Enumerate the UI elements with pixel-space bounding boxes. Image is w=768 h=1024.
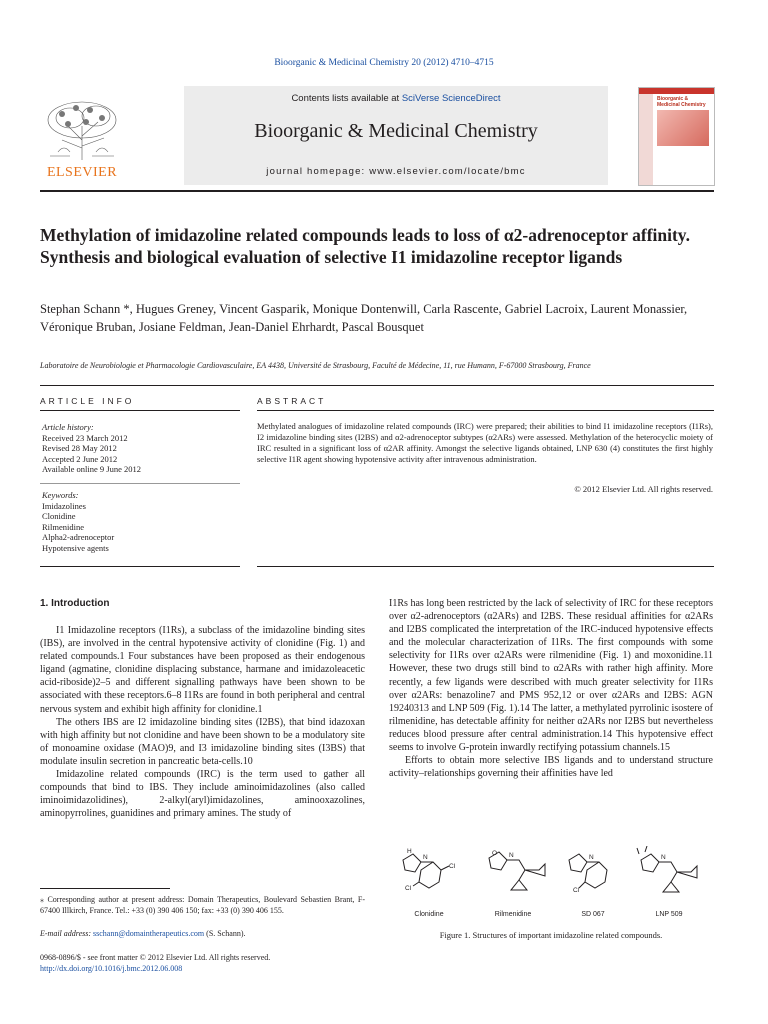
figure-1-structures xyxy=(389,846,713,921)
journal-title: Bioorganic & Medicinal Chemistry xyxy=(254,120,538,142)
molecule-label-sd-067: SD 067 xyxy=(581,911,605,918)
front-matter xyxy=(40,952,270,974)
history-received: Received 23 March 2012 xyxy=(42,432,128,443)
history-divider xyxy=(40,483,240,484)
molecule-label-rilmenidine: Rilmenidine xyxy=(494,911,532,918)
history-label: Article history: xyxy=(42,422,94,432)
paragraph: The others IBS are I2 imidazoline binding sites (I2BS), that bind idazoxan with high affinity but not clonidine and have been shown to be a modulatory site of monoamine oxidase (MAO)9, and I3 imidazoline binding sites (I3BS) that modulate insulin secretion in pancreatic beta-cells.10 xyxy=(40,716,365,767)
atom-label: Cl xyxy=(573,887,580,894)
sd-067-structure xyxy=(569,854,607,888)
email-suffix: (S. Schann). xyxy=(204,929,246,938)
elsevier-wordmark: ELSEVIER xyxy=(46,165,118,178)
keywords xyxy=(42,490,242,553)
abstract-heading: ABSTRACT xyxy=(257,396,327,406)
email-line xyxy=(40,929,365,938)
issn-line: 0968-0896/$ - see front matter © 2012 Elsevier Ltd. All rights reserved. xyxy=(40,953,271,962)
abstract-rule xyxy=(257,410,714,411)
journal-cover-thumbnail[interactable] xyxy=(638,87,715,186)
paragraph: Imidazoline related compounds (IRC) is the term used to gather all compounds that bind to IBS. They include aminoimidazolines (also called iminoimidazolidines), 2-alkyl(aryl)imidazolines, aminooxazolines, aminopyrrolines, guanidines and primary amines. The study of xyxy=(40,769,365,820)
paragraph: I1Rs has long been restricted by the lack of selectivity of IRC for these receptors over α2-adrenoceptors (α2ARs) and I2BS. These residual affinities for α2ARs and I2BS complicated the interpretation of the IRC-induced hypotensive effects and the molecular characterization of I1Rs. The first compounds with some selectivity for I1Rs over α2ARs were rilmenidine (Fig. 1) and moxonidine.11 However, these two drugs still bind to α2ARs with rather high affinity. More recently, a few ligands were described with much greater selectivity for I1Rs over α2ARs: benazoline7 and PMS 952,12 or over α2ARs and I2BS: AGN 19240313 and LNP 509 (Fig. 1).14 The latter, a methylated pyrrolinic isostere of rilmenidine, has detectable affinity for neither α2ARs nor I2BS but nevertheless reduces blood pressure after central administration.14 This hypotensive effect seems to involve G-protein inwardly rectifying potassium channels.15 xyxy=(389,598,713,754)
author-list: Stephan Schann *, Hugues Greney, Vincent Gasparik, Monique Dontenwill, Carla Rascente, Gabriel Lacroix, Laurent Monassier, Véronique Bruban, Josiane Feldman, Jean-Daniel Ehrhardt, Pascal Bousquet xyxy=(40,302,688,334)
email-label: E-mail address: xyxy=(40,929,94,938)
figure-caption: Figure 1. Structures of important imidazoline related compounds. xyxy=(439,930,663,940)
sciencedirect-link[interactable]: SciVerse ScienceDirect xyxy=(401,93,501,104)
history-revised: Revised 28 May 2012 xyxy=(42,443,117,453)
atom-label: N xyxy=(661,854,666,861)
atom-label: N xyxy=(423,854,428,861)
keyword: Clonidine xyxy=(42,511,76,521)
molecule-label-lnp-509: LNP 509 xyxy=(655,911,683,918)
article-info-heading: ARTICLE INFO xyxy=(40,396,135,406)
journal-reference[interactable]: Bioorganic & Medicinal Chemistry 20 (2012) 4710–4715 xyxy=(274,58,494,68)
atom-label: H xyxy=(407,848,412,855)
abstract-text: Methylated analogues of imidazoline related compounds (IRC) were prepared; their abilities to bind I1 imidazoline receptors (I1Rs), I2 imidazoline binding sites (I2BS) and α2-adrenoceptor subtypes (α2ARs) were assessed. Methylation of the heterocyclic moiety of IRC resulted in a significant loss of α2AR affinity. Amongst the selective ligands obtained, LNP 630 (4) constitutes the first highly selective I1R agent showing hypotensive activity after intravenous administration. xyxy=(257,421,713,464)
journal-homepage[interactable]: journal homepage: www.elsevier.com/locate/bmc xyxy=(266,166,526,177)
email-link[interactable]: sschann@domaintherapeutics.com xyxy=(93,929,205,938)
cover-artwork xyxy=(657,110,709,146)
abstract-copyright: © 2012 Elsevier Ltd. All rights reserved. xyxy=(574,484,713,494)
keyword: Alpha2-adrenoceptor xyxy=(42,532,115,542)
atom-label: Cl xyxy=(405,885,412,892)
contents-line xyxy=(184,93,608,104)
footnote-rule xyxy=(40,888,170,889)
doi-link[interactable]: http://dx.doi.org/10.1016/j.bmc.2012.06.008 xyxy=(40,964,183,973)
left-column xyxy=(40,624,365,820)
keyword: Rilmenidine xyxy=(42,521,85,532)
keyword: Imidazolines xyxy=(42,500,86,511)
contents-prefix: Contents lists available at xyxy=(291,93,402,104)
info-bottom-rule xyxy=(40,566,240,567)
right-column xyxy=(389,597,713,780)
keyword: Hypotensive agents xyxy=(42,542,109,553)
info-rule xyxy=(40,410,240,411)
article-title: Methylation of imidazoline related compounds leads to loss of α2-adrenoceptor affinity. Synthesis and biological evaluation of selective I1 imidazoline receptor ligands xyxy=(40,225,690,267)
cover-title: Bioorganic & Medicinal Chemistry xyxy=(657,96,706,108)
molecule-label-clonidine: Clonidine xyxy=(414,911,444,918)
elsevier-tree-logo xyxy=(40,96,124,178)
atom-label: O xyxy=(492,850,498,857)
cover-side-strip xyxy=(639,94,653,185)
history-online: Available online 9 June 2012 xyxy=(42,464,141,474)
section-heading-introduction: 1. Introduction xyxy=(40,598,110,609)
header-rule xyxy=(40,190,714,192)
keywords-label: Keywords: xyxy=(42,490,79,500)
atom-label: N xyxy=(589,854,594,861)
title-rule xyxy=(40,385,714,386)
lnp-509-structure xyxy=(637,846,697,892)
rilmenidine-structure xyxy=(489,852,545,890)
history-accepted: Accepted 2 June 2012 xyxy=(42,453,118,464)
corresponding-author-note: ⁎ Corresponding author at present address: Domain Therapeutics, Boulevard Sebastien Brant, F-67400 Illkirch, France. Tel.: +33 (0) 390 406 150; fax: +33 (0) 390 406 155. xyxy=(40,895,365,915)
paragraph: Efforts to obtain more selective IBS ligands and to understand structure activity–relationships governing their affinities have led xyxy=(389,755,713,780)
article-history xyxy=(42,422,242,475)
atom-label: N xyxy=(509,852,514,859)
affiliation: Laboratoire de Neurobiologie et Pharmacologie Cardiovasculaire, EA 4438, Université de Strasbourg, Faculté de Médecine, 11, rue Humann, F-67000 Strasbourg, France xyxy=(40,361,591,370)
abstract-bottom-rule xyxy=(257,566,714,567)
paragraph: I1 Imidazoline receptors (I1Rs), a subclass of the imidazoline binding sites (IBS), are involved in the central hypotensive activity of clonidine (Fig. 1) and related compounds.1 Four substances have been proposed as their endogenous ligand (agmatine, clonidine displacing substance, harmane and imidazoleacetic acid-riboside)2–5 and different signalling pathways have been shown to be associated with these receptors.6–8 I1Rs are found in both peripheral and central nervous system and exhibit high affinity for clonidine.1 xyxy=(40,625,365,715)
atom-label: Cl xyxy=(449,863,456,870)
